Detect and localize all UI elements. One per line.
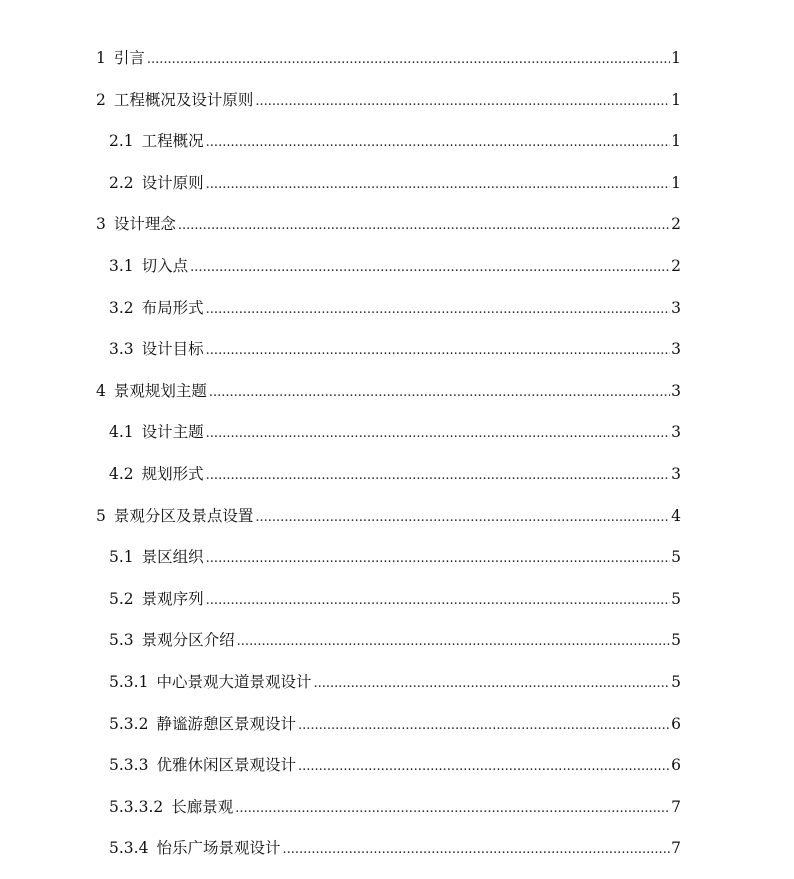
toc-entry-page-number: 5 [671, 589, 681, 608]
toc-entry-title: 工程概况 [141, 132, 204, 151]
toc-entry-page-number: 3 [671, 381, 681, 400]
toc-entry[interactable] [96, 377, 681, 405]
toc-entry-number: 5.3.3 [109, 756, 149, 775]
toc-entry-title: 怡乐广场景观设计 [156, 839, 281, 858]
toc-entry-title: 设计理念 [113, 215, 176, 234]
toc-entry-title: 引言 [113, 49, 145, 67]
toc-entry-page-number: 7 [671, 839, 681, 858]
toc-entry-title: 设计目标 [141, 340, 204, 359]
toc-entry-number: 4 [96, 381, 106, 400]
toc-entry[interactable] [109, 294, 681, 322]
toc-entry-page-number: 3 [671, 298, 681, 317]
toc-entry[interactable] [109, 626, 681, 654]
toc-entry-title: 切入点 [141, 257, 189, 275]
toc-entry-number: 5.3.2 [109, 714, 149, 733]
toc-dot-leader [206, 337, 670, 365]
toc-dot-leader [298, 753, 670, 781]
toc-dot-leader [298, 712, 670, 740]
toc-entry-title: 规划形式 [141, 465, 204, 483]
toc-entry-page-number: 7 [671, 797, 681, 816]
toc-dot-leader [206, 462, 670, 490]
toc-dot-leader [209, 379, 670, 407]
toc-dot-leader [313, 670, 670, 698]
toc-entry-page-number: 5 [671, 631, 681, 650]
toc-entry[interactable] [96, 210, 681, 238]
toc-entry-title: 景观分区介绍 [141, 631, 235, 650]
toc-entry-number: 3.3 [109, 340, 134, 359]
toc-entry-page-number: 5 [671, 548, 681, 567]
toc-entry-title: 长廊景观 [171, 797, 234, 816]
toc-entry-page-number: 6 [671, 756, 681, 775]
toc-entry[interactable] [109, 460, 681, 488]
toc-entry-title: 工程概况及设计原则 [113, 90, 254, 109]
toc-entry-title: 静谧游憩区景观设计 [156, 714, 296, 733]
toc-dot-leader [282, 836, 670, 864]
toc-entry-number: 1 [96, 49, 106, 67]
toc-dot-leader [255, 504, 670, 532]
toc-entry-page-number: 1 [671, 90, 681, 109]
toc-dot-leader [206, 587, 670, 615]
toc-entry[interactable] [109, 169, 681, 197]
toc-entry[interactable] [109, 793, 681, 821]
toc-entry[interactable] [109, 710, 681, 738]
toc-entry-page-number: 5 [671, 673, 681, 691]
toc-entry[interactable] [109, 751, 681, 779]
toc-entry-page-number: 6 [671, 714, 681, 733]
toc-dot-leader [206, 129, 670, 157]
toc-entry-page-number: 2 [671, 215, 681, 234]
toc-entry-title: 中心景观大道景观设计 [156, 673, 312, 691]
toc-entry-number: 4.2 [109, 465, 134, 483]
toc-entry-number: 3.1 [109, 257, 134, 275]
toc-entry-title: 布局形式 [141, 298, 204, 317]
toc-entry-number: 5 [96, 506, 106, 525]
toc-entry[interactable] [109, 834, 681, 862]
toc-entry-title: 设计原则 [141, 173, 204, 192]
toc-entry-page-number: 3 [671, 340, 681, 359]
toc-entry[interactable] [109, 418, 681, 446]
toc-entry-title: 景观序列 [141, 589, 204, 608]
toc-entry-number: 5.3.4 [109, 839, 149, 858]
toc-entry-number: 2.2 [109, 173, 134, 192]
toc-entry-number: 5.3 [109, 631, 134, 650]
toc-entry-number: 2 [96, 90, 106, 109]
toc-entry[interactable] [96, 502, 681, 530]
toc-entry-page-number: 3 [671, 465, 681, 483]
toc-entry[interactable] [109, 585, 681, 613]
toc-dot-leader [255, 88, 670, 116]
toc-dot-leader [235, 795, 670, 823]
toc-entry-number: 5.2 [109, 589, 134, 608]
toc-dot-leader [206, 296, 670, 324]
toc-entry[interactable] [96, 86, 681, 114]
toc-entry-title: 景观规划主题 [113, 381, 207, 400]
toc-entry[interactable] [96, 44, 681, 72]
toc-entry-number: 4.1 [109, 423, 134, 442]
toc-dot-leader [206, 171, 670, 199]
toc-entry[interactable] [109, 252, 681, 280]
toc-entry[interactable] [109, 335, 681, 363]
toc-entry-number: 2.1 [109, 132, 134, 151]
toc-entry-page-number: 3 [671, 423, 681, 442]
toc-entry-title: 设计主题 [141, 423, 204, 442]
toc-dot-leader [237, 628, 670, 656]
toc-dot-leader [206, 420, 670, 448]
toc-entry[interactable] [109, 127, 681, 155]
toc-entry-page-number: 4 [671, 506, 681, 525]
toc-entry-number: 3.2 [109, 298, 134, 317]
toc-entry-title: 优雅休闲区景观设计 [156, 756, 296, 775]
toc-entry-title: 景区组织 [141, 548, 204, 567]
toc-entry-page-number: 2 [671, 257, 681, 275]
toc-entry-title: 景观分区及景点设置 [113, 506, 254, 525]
toc-dot-leader [178, 212, 670, 240]
toc-dot-leader [206, 545, 670, 573]
toc-entry-page-number: 1 [671, 49, 681, 67]
toc-entry-page-number: 1 [671, 173, 681, 192]
toc-entry-number: 5.3.3.2 [109, 797, 164, 816]
toc-entry[interactable] [109, 668, 681, 696]
toc-dot-leader [190, 254, 670, 282]
toc-entry-page-number: 1 [671, 132, 681, 151]
toc-entry-number: 5.1 [109, 548, 134, 567]
toc-entry[interactable] [109, 543, 681, 571]
toc-entry-number: 5.3.1 [109, 673, 149, 691]
toc-entry-number: 3 [96, 215, 106, 234]
toc-dot-leader [147, 46, 670, 74]
